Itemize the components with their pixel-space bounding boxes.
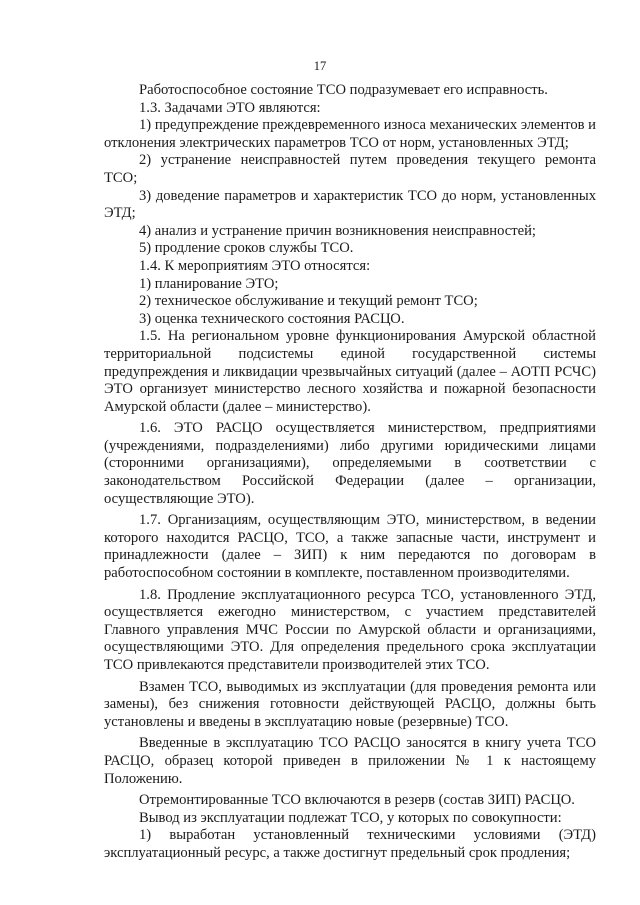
paragraph-measure-3: 3) оценка технического состояния РАСЦО. xyxy=(139,310,405,327)
paragraph-measure-1: 1) планирование ЭТО; xyxy=(139,275,279,292)
page-number: 17 xyxy=(313,59,327,73)
paragraph-1-6: 1.6. ЭТО РАСЦО осуществляется министерством, предприятиями (учреждениями, подразделениями) либо другими юридическими лицами (сторонними организациями), определяемыми в соответствии с законодательством Российской Федерации (далее – организации, осуществляющие ЭТО). xyxy=(104,420,596,507)
paragraph-1-7: 1.7. Организациям, осуществляющим ЭТО, министерством, в ведении которого находится РАСЦО, ТСО, а также запасные части, инструмент и принадлежности (далее – ЗИП) к ним передаются по договорам в работоспособном состоянии в комплекте, поставленном производителями. xyxy=(104,512,596,582)
paragraph-task-5: 5) продление сроков службы ТСО. xyxy=(139,240,354,257)
paragraph-tasks-heading: 1.3. Задачами ЭТО являются: xyxy=(139,99,321,116)
paragraph-1-5: 1.5. На региональном уровне функционирования Амурской областной территориальной подсистемы единой государственной системы предупреждения и ликвидации чрезвычайных ситуаций (далее – АОТП РСЧС) ЭТО организует министерство лесного хозяйства и пожарной безопасности Амурской области (далее – министерство). xyxy=(104,328,596,415)
paragraph-task-3: 3) доведение параметров и характеристик ТСО до норм, установленных ЭТД; xyxy=(104,187,596,222)
paragraph-task-4: 4) анализ и устранение причин возникновения неисправностей; xyxy=(139,222,536,239)
paragraph-serviceability: Работоспособное состояние ТСО подразумевает его исправность. xyxy=(139,82,548,98)
paragraph-replacement: Взамен ТСО, выводимых из эксплуатации (для проведения ремонта или замены), без снижения готовности действующей РАСЦО, должны быть установлены и введены в эксплуатацию новые (резервные) ТСО. xyxy=(104,678,596,730)
paragraph-reserve: Отремонтированные ТСО включаются в резерв (состав ЗИП) РАСЦО. xyxy=(139,792,575,809)
paragraph-measures-heading: 1.4. К мероприятиям ЭТО относятся: xyxy=(139,257,371,274)
paragraph-task-2: 2) устранение неисправностей путем проведения текущего ремонта ТСО; xyxy=(104,152,596,186)
paragraph-1-8: 1.8. Продление эксплуатационного ресурса ТСО, установленного ЭТД, осуществляется ежегодно министерством, с участием представителей Главного управления МЧС России по Амурской области и организациями, осуществляющими ЭТО. Для определения предельного срока эксплуатации ТСО привлекаются представители производителей этих ТСО. xyxy=(104,586,596,673)
paragraph-registration: Введенные в эксплуатацию ТСО РАСЦО заносятся в книгу учета ТСО РАСЦО, образец которой приведен в приложении № 1 к настоящему Положению. xyxy=(104,735,596,787)
paragraph-measure-2: 2) техническое обслуживание и текущий ремонт ТСО; xyxy=(139,293,478,310)
paragraph-decommission-1: 1) выработан установленный техническими условиями (ЭТД) эксплуатационный ресурс, а также достигнут предельный срок продления; xyxy=(104,827,596,861)
paragraph-decommission: Вывод из эксплуатации подлежат ТСО, у которых по совокупности: xyxy=(139,809,562,826)
paragraph-task-1: 1) предупреждение преждевременного износа механических элементов и отклонения электрических параметров ТСО от норм, установленных ЭТД; xyxy=(104,117,596,151)
document-body xyxy=(104,82,596,863)
